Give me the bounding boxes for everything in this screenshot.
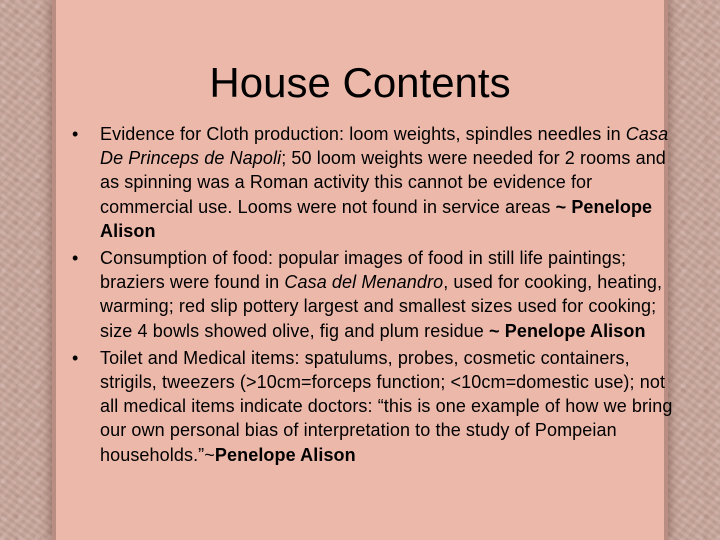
bullet-text: Evidence for Cloth production: loom weights, spindles needles in bbox=[100, 124, 626, 144]
bullet-text-continued: , used for cooking, heating, warming; red slip pottery largest and smallest sizes used for cooking; size 4 bowls showed olive, fig and plum residue bbox=[100, 272, 663, 341]
bullet-dot-icon: • bbox=[72, 347, 79, 368]
bullet-attribution: Penelope Alison bbox=[214, 444, 356, 465]
bullet-italic-text: Casa del Menandro bbox=[284, 272, 444, 293]
bullet-list bbox=[70, 122, 675, 467]
bullet-text-continued: ; 50 loom weights were needed for 2 rooms and as spinning was a Roman activity this cannot be evidence for commercial use. Looms were not found in service areas bbox=[100, 148, 666, 217]
bullet-item-food-consumption bbox=[70, 246, 675, 343]
bullet-text: Toilet and Medical items: spatulums, probes, cosmetic containers, strigils, tweezers (>10cm=forceps function; <10cm=domestic use); not all medical items indicate doctors: “this is one example of how we bring our own personal bias of interpretation to the study of Pompeian households.”~ bbox=[100, 347, 673, 465]
bullet-item-toilet-medical bbox=[70, 346, 675, 467]
bullet-item-cloth-production bbox=[70, 122, 675, 243]
bullet-dot-icon: • bbox=[72, 124, 79, 144]
slide-content bbox=[70, 122, 675, 470]
bullet-dot-icon: • bbox=[72, 248, 79, 269]
bullet-text: Consumption of food: popular images of food in still life paintings; braziers were found in bbox=[100, 248, 627, 293]
bullet-italic-text: Casa De Princeps de Napoli bbox=[100, 124, 669, 169]
bullet-attribution: ~ Penelope Alison bbox=[489, 320, 646, 341]
bullet-attribution: ~ Penelope Alison bbox=[100, 196, 653, 241]
slide-title: House Contents bbox=[209, 59, 511, 106]
